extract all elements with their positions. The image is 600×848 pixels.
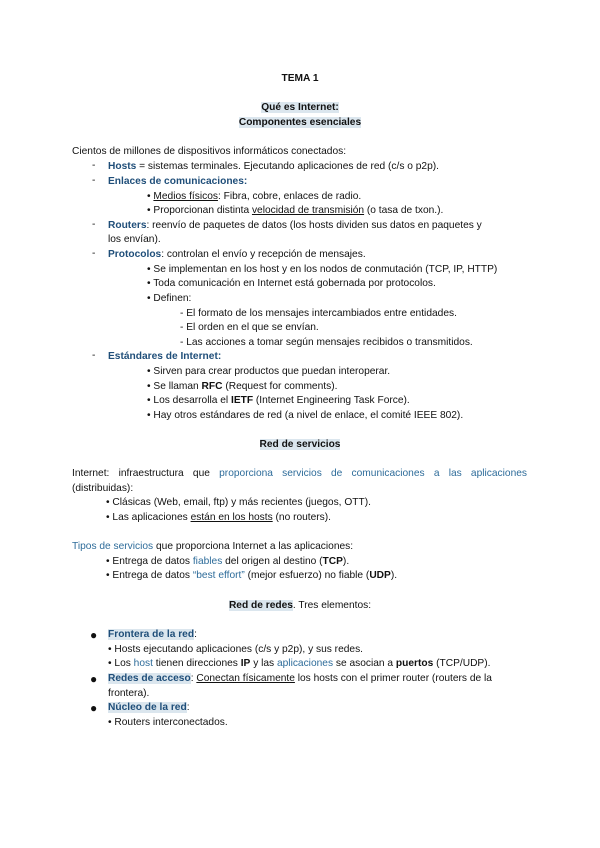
frontera-b2-mid1: tienen direcciones [152,658,241,669]
section2-heading-text: Red de servicios [259,439,341,450]
acceso-colon: : [190,673,197,684]
t1-pre: Entrega de datos [112,556,193,567]
ietf-bold: IETF [231,395,254,406]
t2-pre: Entrega de datos [112,570,193,581]
t2-post: ). [390,570,398,581]
section2-b2-post: (no routers). [272,512,332,523]
frontera-b2-post: (TCP/UDP). [433,658,491,669]
estandares-b1: Sirven para crear productos que puedan interoperar. [153,366,391,377]
section3-heading [0,599,600,613]
t1-mid: del origen al destino ( [222,556,323,567]
section2-p1-pre: Internet: infraestructura que [72,468,220,479]
routers-line2: los envían). [108,234,161,245]
list-item: • Hosts ejecutando aplicaciones (c/s y p2p), y sus redes. [108,644,363,655]
list-item: • Toda comunicación en Internet está gobernada por protocolos. [147,278,436,289]
hosts-text: = sistemas terminales. Ejecutando aplicaciones de red (c/s o p2p). [136,161,439,172]
list-item: • Los host tienen direcciones IP y las aplicaciones se asocian a puertos (TCP/UDP). [108,658,491,669]
list-dash: - [92,350,96,361]
frontera-b1: Hosts ejecutando aplicaciones (c/s y p2p), y sus redes. [114,644,363,655]
sub-item: - El formato de los mensajes intercambiados entre entidades. [180,308,457,319]
sub-item: - Las acciones a tomar según mensajes recibidos o transmitidos. [180,337,473,348]
estandares-label: Estándares de Internet: [108,351,222,362]
tcp-bold: TCP [322,556,343,567]
tipos-servicios-rest: que proporciona Internet a las aplicaciones: [153,541,354,552]
section1-subheading [0,116,600,130]
enlaces-b1-text: : Fibra, cobre, enlaces de radio. [217,191,362,202]
frontera-colon: : [194,629,197,640]
list-item: • Se implementan en los host y en los nodos de conmutación (TCP, IP, HTTP) [147,264,498,275]
nucleo-item [108,701,190,715]
acceso-rest: los hosts con el primer router (routers de la [294,673,492,684]
ip-bold: IP [240,658,251,669]
estandares-b4: Hay otros estándares de red (a nivel de enlace, el comité IEEE 802). [153,410,464,421]
t1-post: ). [342,556,350,567]
nucleo-colon: : [186,702,190,713]
section1-heading [0,101,600,115]
tipos-servicios-blue: Tipos de servicios [72,541,154,552]
section2-paragraph [72,467,527,481]
estandares-b3-pre: Los desarrolla el [153,395,231,406]
enlaces-label: Enlaces de comunicaciones: [108,176,248,187]
velocidad-underlined: velocidad de transmisión [251,205,365,216]
section2-p1-blue: proporciona servicios de comunicaciones a las aplicaciones [219,468,527,479]
list-item: • Clásicas (Web, email, ftp) y más recientes (juegos, OTT). [106,497,371,508]
list-item: • Las aplicaciones están en los hosts (no routers). [106,512,332,523]
section2-p1-line2: (distribuidas): [72,483,134,494]
frontera-b2-mid3: se asocian a [333,658,396,669]
list-item: • Hay otros estándares de red (a nivel de enlace, el comité IEEE 802). [147,410,464,421]
hosts-label: Hosts [108,161,137,172]
sub-item: - El orden en el que se envían. [180,322,319,333]
bullet-dot: ● [90,672,98,686]
list-dash: - [92,175,96,186]
nucleo-b1: Routers interconectados. [114,717,228,728]
section1-heading-line1: Qué es Internet: [261,102,339,113]
frontera-item [108,628,197,642]
enlaces-b2-post: (o tasa de txon.). [364,205,444,216]
frontera-b2-mid2: y las [250,658,277,669]
list-item-hosts [108,160,439,174]
bullet-dot: ● [90,628,98,642]
list-item: • Entrega de datos “best effort” (mejor esfuerzo) no fiable (UDP). [106,570,398,581]
list-item: • Routers interconectados. [108,717,228,728]
estandares-b2-pre: Se llaman [153,381,202,392]
list-item: • Sirven para crear productos que puedan interoperar. [147,366,391,377]
routers-line1: : reenvío de paquetes de datos (los hosts dividen sus datos en paquetes y [146,220,482,231]
section2-b2-underlined: están en los hosts [190,512,273,523]
section3-heading-bold: Red de redes [228,600,293,611]
list-item: • Entrega de datos fiables del origen al destino (TCP). [106,556,350,567]
frontera-b2-pre: Los [114,658,134,669]
acceso-item [108,672,492,686]
estandares-b3-post: (Internet Engineering Task Force). [253,395,410,406]
acceso-label: Redes de acceso [108,673,191,684]
list-dash: - [92,248,96,259]
t2-mid: (mejor esfuerzo) no fiable ( [244,570,370,581]
protocolos-b3: Definen: [153,293,192,304]
list-item: • Medios físicos: Fibra, cobre, enlaces de radio. [147,191,362,202]
bullet-dot: ● [90,701,98,715]
routers-label: Routers [108,220,147,231]
enlaces-b2-pre: Proporcionan distinta [153,205,252,216]
puertos-bold: puertos [395,658,434,669]
document-title: TEMA 1 [281,73,319,84]
section1-heading-line2: Componentes esenciales [238,117,362,128]
list-item-protocolos [108,248,366,262]
protocolos-b1: Se implementan en los host y en los nodos de conmutación (TCP, IP, HTTP) [153,264,498,275]
section3-heading-rest: . Tres elementos: [292,600,372,611]
t1-blue: fiables [192,556,223,567]
intro-text: Cientos de millones de dispositivos informáticos conectados: [72,146,347,157]
list-item-routers [108,219,482,233]
udp-bold: UDP [369,570,391,581]
protocolos-label: Protocolos [108,249,162,260]
rfc-bold: RFC [201,381,223,392]
t2-blue: “best effort” [192,570,245,581]
estandares-b2-post: (Request for comments). [222,381,338,392]
section2-b2-pre: Las aplicaciones [112,512,191,523]
section2-heading [0,438,600,452]
acceso-line2: frontera). [108,688,150,699]
list-dash: - [92,219,96,230]
list-dash: - [92,160,96,171]
host-blue: host [133,658,153,669]
nucleo-label: Núcleo de la red [108,702,187,713]
list-item: • Proporcionan distinta velocidad de transmisión (o tasa de txon.). [147,205,444,216]
list-item: • Definen: [147,293,192,304]
aplicaciones-blue: aplicaciones [276,658,334,669]
frontera-label: Frontera de la red [108,629,195,640]
medios-fisicos-link: Medios físicos [153,191,218,202]
list-item: • Los desarrolla el IETF (Internet Engineering Task Force). [147,395,410,406]
protocolos-text: : controlan el envío y recepción de mensajes. [161,249,366,260]
conectan-underlined: Conectan físicamente [196,673,295,684]
section2-b1: Clásicas (Web, email, ftp) y más recientes (juegos, OTT). [112,497,371,508]
tipos-servicios-line [72,540,353,554]
list-item: • Se llaman RFC (Request for comments). [147,381,338,392]
protocolos-b2: Toda comunicación en Internet está gobernada por protocolos. [153,278,436,289]
